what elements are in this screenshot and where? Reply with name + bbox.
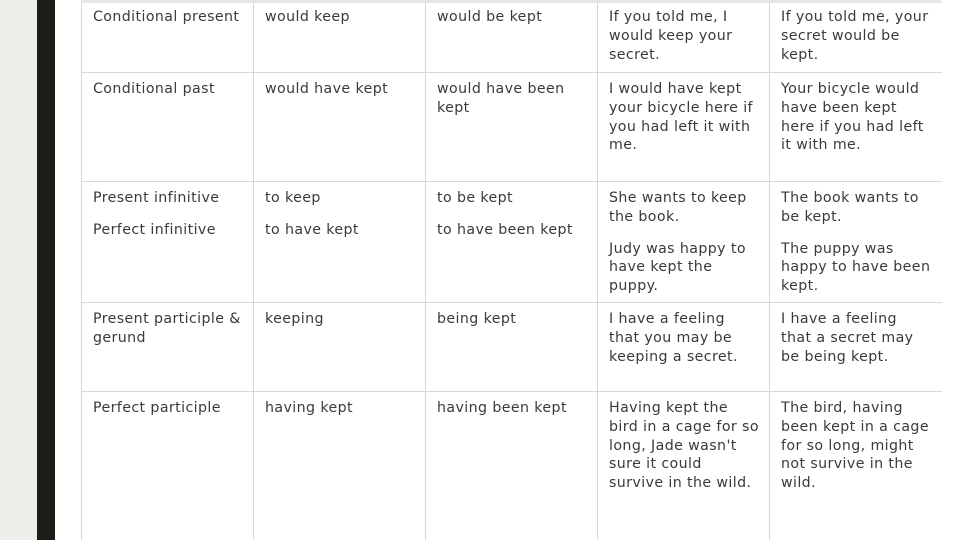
active-cell: would have kept: [254, 73, 426, 182]
table-top-edge: [81, 0, 942, 3]
form-cell: [82, 182, 254, 303]
active-cell: keeping: [254, 303, 426, 392]
passive-example-cell: I have a feeling that a secret may be being kept.: [770, 303, 943, 392]
form-cell: Perfect participle: [82, 392, 254, 540]
passive-example-cell: If you told me, your secret would be kept.: [770, 1, 943, 73]
form-text-secondary: Perfect infinitive: [93, 221, 216, 238]
table-row: [82, 303, 943, 392]
passive-cell: would have been kept: [426, 73, 598, 182]
passive-example-cell: Your bicycle would have been kept here if you had left it with me.: [770, 73, 943, 182]
active-example-text: She wants to keep the book.: [609, 190, 747, 225]
active-cell: would keep: [254, 1, 426, 73]
passive-example-text-secondary: The puppy was happy to have been kept.: [781, 240, 931, 295]
form-cell: Present participle & gerund: [82, 303, 254, 392]
active-cell: [254, 182, 426, 303]
active-example-cell: Having kept the bird in a cage for so long, Jade wasn't sure it could survive in the wild.: [598, 392, 770, 540]
active-example-cell: I would have kept your bicycle here if you had left it with me.: [598, 73, 770, 182]
verb-forms-table: [81, 0, 942, 540]
table-row: [82, 73, 943, 182]
passive-text-secondary: to have been kept: [437, 221, 573, 238]
form-cell: Conditional past: [82, 73, 254, 182]
passive-cell: being kept: [426, 303, 598, 392]
verb-forms-table-container: [81, 0, 942, 540]
passive-example-cell: [770, 182, 943, 303]
table-row: [82, 1, 943, 73]
active-text-secondary: to have kept: [265, 221, 359, 238]
form-text: Present infinitive: [93, 190, 220, 206]
passive-text: to be kept: [437, 190, 514, 206]
active-example-cell: [598, 182, 770, 303]
passive-example-cell: The bird, having been kept in a cage for so long, might not survive in the wild.: [770, 392, 943, 540]
passive-example-text: The book wants to be kept.: [781, 190, 919, 225]
slide-accent-bar: [37, 0, 55, 540]
slide-margin: [0, 0, 37, 540]
form-cell: Conditional present: [82, 1, 254, 73]
active-cell: having kept: [254, 392, 426, 540]
table-row: [82, 392, 943, 540]
active-example-text-secondary: Judy was happy to have kept the puppy.: [609, 240, 746, 295]
table-row: [82, 182, 943, 303]
passive-cell: [426, 182, 598, 303]
passive-cell: would be kept: [426, 1, 598, 73]
passive-cell: having been kept: [426, 392, 598, 540]
active-example-cell: I have a feeling that you may be keeping a secret.: [598, 303, 770, 392]
active-example-cell: If you told me, I would keep your secret.: [598, 1, 770, 73]
active-text: to keep: [265, 190, 321, 206]
